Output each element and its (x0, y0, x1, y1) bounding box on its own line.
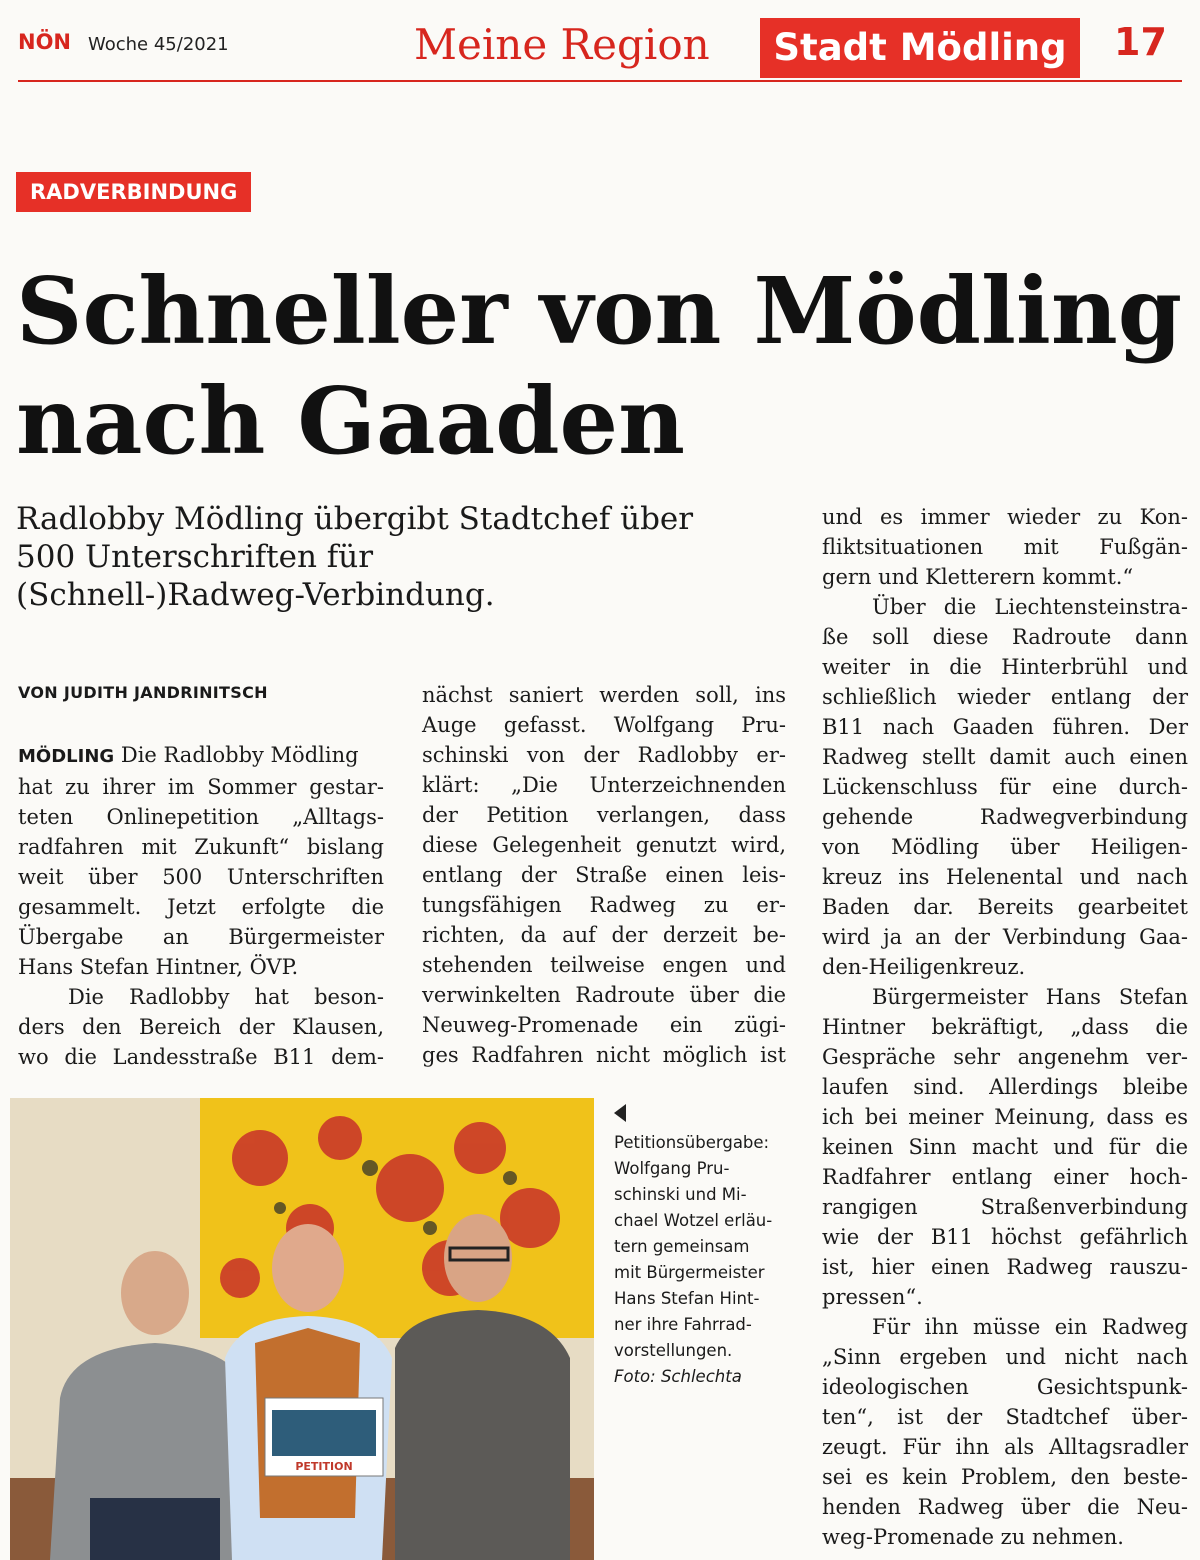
city-badge: Stadt Mödling (760, 18, 1080, 78)
caption-line: tern gemeinsam (614, 1237, 750, 1256)
text-line: teten Onlinepetition „Alltags- (18, 805, 384, 829)
text-line: Für ihn müsse ein Radweg (872, 1315, 1188, 1339)
text-line: keinen Sinn macht und für die (822, 1135, 1188, 1159)
caption-line: schinski und Mi- (614, 1185, 747, 1204)
text-line: henden Radweg über die Neu- (822, 1495, 1188, 1519)
text-line: weg-Promenade zu nehmen. (822, 1525, 1124, 1549)
photo-illustration (10, 1098, 594, 1560)
text-line: ders den Bereich der Klausen, (18, 1015, 384, 1039)
text-line: nächst saniert werden soll, ins (422, 683, 786, 707)
text-line: Radfahrer entlang einer hoch- (822, 1165, 1188, 1189)
dateline: MÖDLING (18, 746, 115, 767)
kicker-badge: RADVERBINDUNG (16, 172, 251, 212)
text-line: B11 nach Gaaden führen. Der (822, 715, 1188, 739)
text-line: gesammelt. Jetzt erfolgte die (18, 895, 384, 919)
text-line: wo die Landesstraße B11 dem- (18, 1045, 384, 1069)
text-line: entlang der Straße einen leis- (422, 863, 786, 887)
text-line: Hans Stefan Hintner, ÖVP. (18, 955, 299, 979)
article-column-1 (18, 740, 384, 1072)
text-line: Bürgermeister Hans Stefan (872, 985, 1188, 1009)
text-line: von Mödling über Heiligen- (822, 835, 1188, 859)
text-line: Baden dar. Bereits gearbeitet (822, 895, 1188, 919)
text-line: pressen“. (822, 1285, 923, 1309)
article-photo (10, 1098, 594, 1560)
text-line: gehende Radwegverbindung (822, 805, 1188, 829)
text-line: ideologischen Gesichtspunk- (822, 1375, 1188, 1399)
article-column-2 (422, 680, 786, 1070)
subhead-line: Radlobby Mödling übergibt Stadtchef über (16, 501, 694, 537)
text-line: weit über 500 Unterschriften (18, 865, 384, 889)
text-line: gern und Kletterern kommt.“ (822, 565, 1134, 589)
text-line: Auge gefasst. Wolfgang Pru- (422, 713, 786, 737)
text-line: richten, da auf der derzeit be- (422, 923, 786, 947)
text-line: radfahren mit Zukunft“ bislang (18, 835, 384, 859)
text-line: ges Radfahren nicht möglich ist (422, 1043, 786, 1067)
text-line: Übergabe an Bürgermeister (18, 925, 384, 949)
text-line: Über die Liechtensteinstra- (872, 595, 1188, 619)
caption-line: mit Bürgermeister (614, 1263, 765, 1282)
text-line: ße soll diese Radroute dann (822, 625, 1188, 649)
brand-logo: NÖN (18, 30, 72, 54)
text-line: schinski von der Radlobby er- (422, 743, 786, 767)
header-rule (18, 80, 1182, 82)
text-line: „Sinn ergeben und nicht nach (822, 1345, 1188, 1369)
text-line: fliktsituationen mit Fußgän- (822, 535, 1188, 559)
headline-line: Schneller von Mödling (16, 257, 1183, 365)
byline: VON JUDITH JANDRINITSCH (18, 683, 268, 702)
caption-line: Petitionsübergabe: (614, 1133, 770, 1152)
text-line: verwinkelten Radroute über die (422, 983, 786, 1007)
text-line: tungsfähigen Radweg zu er- (422, 893, 786, 917)
subheadline (16, 500, 796, 614)
text-line: und es immer wieder zu Kon- (822, 505, 1188, 529)
photo-credit: Foto: Schlechta (614, 1367, 742, 1386)
subhead-line: 500 Unterschriften für (16, 539, 374, 575)
headline-line: nach Gaaden (16, 367, 685, 475)
article-column-3 (822, 502, 1188, 1552)
caption-line: chael Wotzel erläu- (614, 1211, 773, 1230)
text-line: Neuweg-Promenade ein zügi- (422, 1013, 786, 1037)
text-line: den-Heiligenkreuz. (822, 955, 1026, 979)
text-line: ten“, ist der Stadtchef über- (822, 1405, 1188, 1429)
page-number: 17 (1114, 20, 1167, 64)
triangle-left-icon (614, 1104, 626, 1122)
text-line: rangigen Straßenverbindung (822, 1195, 1188, 1219)
text-line: stehenden teilweise engen und (422, 953, 786, 977)
caption-line: vorstellungen. (614, 1341, 733, 1360)
text-line (18, 740, 384, 772)
text-line: hat zu ihrer im Sommer gestar- (18, 775, 384, 799)
text-line: laufen sind. Allerdings bleibe (822, 1075, 1188, 1099)
petition-sign-text: PETITION (295, 1460, 353, 1473)
text-line: sei es kein Problem, den beste- (822, 1465, 1188, 1489)
text-line: Radweg stellt damit auch einen (822, 745, 1188, 769)
text-line: weiter in die Hinterbrühl und (822, 655, 1188, 679)
caption-line: Wolfgang Pru- (614, 1159, 730, 1178)
text-line: schließlich wieder entlang der (822, 685, 1188, 709)
text-line: kreuz ins Helenental und nach (822, 865, 1188, 889)
caption-line: ner ihre Fahrrad- (614, 1315, 752, 1334)
text-line: Hintner bekräftigt, „dass die (822, 1015, 1188, 1039)
subhead-line: (Schnell-)Radweg-Verbindung. (16, 577, 495, 613)
text-line: wird ja an der Verbindung Gaa- (822, 925, 1188, 949)
issue-week: Woche 45/2021 (88, 34, 229, 55)
text-line: ist, hier einen Radweg rauszu- (822, 1255, 1188, 1279)
text-line: wie der B11 höchst gefährlich (822, 1225, 1188, 1249)
text-line: der Petition verlangen, dass (422, 803, 786, 827)
text-line-part: Die Radlobby Mödling (120, 743, 359, 767)
text-line: diese Gelegenheit genutzt wird, (422, 833, 786, 857)
text-line: Lückenschluss für eine durch- (822, 775, 1188, 799)
text-line: ich bei meiner Meinung, dass es (822, 1105, 1188, 1129)
section-title: Meine Region (414, 20, 710, 69)
text-line: klärt: „Die Unterzeichnenden (422, 773, 786, 797)
photo-caption (614, 1130, 804, 1390)
caption-line: Hans Stefan Hint- (614, 1289, 760, 1308)
text-line: Gespräche sehr angenehm ver- (822, 1045, 1188, 1069)
text-line: zeugt. Für ihn als Alltagsradler (822, 1435, 1188, 1459)
headline (16, 256, 1186, 476)
text-line: Die Radlobby hat beson- (68, 985, 384, 1009)
